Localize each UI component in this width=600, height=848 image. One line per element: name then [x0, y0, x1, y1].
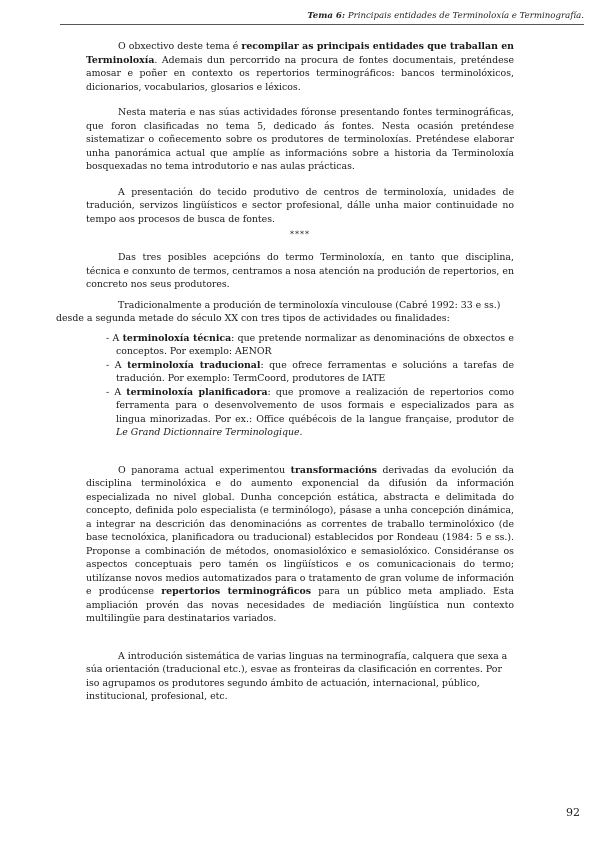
list-item-term: terminoloxía planificadora: [126, 386, 268, 398]
list-item-text: : que ofrece ferramentas e solucións a tarefas de tradución. Por exemplo: TermCoord, produtores de IATE: [116, 359, 515, 384]
p1-bold: recompilar as principais entidades que traballan en Terminoloxía: [86, 41, 514, 66]
list-item-term: terminoloxía traducional: [127, 359, 261, 371]
activity-list: [86, 332, 514, 440]
paragraph-traditional-line1: Tradicionalmente a produción de terminoloxía vinculouse (Cabré 1992: 33 e ss.): [118, 299, 501, 311]
header-topic-title: Principais entidades de Terminoloxía e Terminografía.: [347, 11, 584, 21]
list-item-prefix: - A: [106, 386, 127, 398]
list-item-end: .: [299, 427, 303, 438]
paragraph-objective: [86, 40, 514, 94]
p6-text-c: derivadas da evolución da disciplina terminolóxica e do aumento exponencial da difusión da información especializada no nivel global. Dunha concepción estática, abstracta e delimitada do concepto, definida polo especialista (e terminólogo), pásase a unha concepción dinámica, a integrar na descrición das denominacións as correntes de traballo terminolóxico (de base tecnolóxica, planificadora ou traducional) establecidos por Rondeau (1984: 5 e ss.). Proponse a combinación de métodos, onomasiolóxico e semasiolóxico. Considéranse os aspectos conceptuais pero tamén os lingüísticos e os comunicacionais do termo; utilízanse novos medios automatizados para o tratamento de gran volume de información e prodúcense: [86, 464, 515, 597]
header-topic-label: Tema 6:: [307, 11, 346, 21]
paragraph-multilingual: A introdución sistemática de varias linguas na terminografía, calquera que sexa a súa orientación (traducional etc.), esvae as fronteiras da clasificación en correntes. Por iso agrupamos os produtores segundo ámbito de actuación, internacional, público, institucional, profesional, etc.: [86, 650, 508, 702]
running-header: [307, 11, 584, 21]
p6-text-e: para un público meta ampliado. Esta ampliación provén das novas necesidades de mediación lingüística nun contexto multilingüe para destinatarios variados.: [86, 586, 514, 624]
p6-bold-transformations: transformacións: [290, 464, 377, 476]
list-item: [88, 332, 514, 359]
paragraph-acceptations: Das tres posibles acepcións do termo Terminoloxía, en tanto que disciplina, técnica e conxunto de termos, centramos a nosa atención na produción de repertorios, en concreto nos seus produtores.: [86, 252, 514, 290]
p1-text-a: O obxectivo deste tema é: [118, 41, 242, 52]
paragraph-productive-fabric: A presentación do tecido produtivo de centros de terminoloxía, unidades de tradución, servizos lingüísticos e sector profesional, dálle unha maior continuidade no tempo aos procesos de busca de fontes.: [86, 186, 514, 225]
list-item-text: : que pretende normalizar as denominacións de obxectos e conceptos. Por exemplo: AENOR: [116, 332, 514, 357]
page-number: 92: [566, 806, 580, 819]
list-item-text: : que promove a realización de repertorios como ferramenta para o desenvolvemento de usos formais e especializados para as lingua minorizadas. Por ex.: Office québécois de la langue française, produtor de: [116, 386, 514, 425]
list-item-prefix: - A: [106, 359, 128, 371]
paragraph-transformations: [86, 464, 514, 626]
p6-bold-repertorios: repertorios terminográficos: [161, 586, 312, 597]
list-item-prefix: - A: [106, 332, 123, 344]
list-item: [88, 386, 514, 440]
p1-text-c: . Ademais dun percorrido na procura de fontes documentais, preténdese amosar e poñer en contexto os repertorios terminográficos: bancos terminolóxicos, dicionarios, vocabularios, glosarios e léxicos.: [86, 54, 514, 93]
header-rule: [60, 24, 584, 25]
list-item-italic-title: Le Grand Dictionnaire Terminologique: [116, 427, 300, 438]
body-text: [56, 40, 515, 704]
section-separator: ****: [290, 230, 310, 239]
list-item: [88, 359, 514, 386]
p6-text-a: O panorama actual experimentou: [118, 464, 291, 476]
list-item-term: terminoloxía técnica: [122, 332, 232, 344]
paragraph-sources: Nesta materia e nas súas actividades fóronse presentando fontes terminográficas, que foron clasificadas no tema 5, dedicado ás fontes. Nesta ocasión preténdese sistematizar o coñecemento sobre os produtores de terminoloxías. Preténdese elaborar unha panorámica actual que amplíe as informacións sobre a historia da Terminoloxía bosquexadas no tema introdutorio e nas aulas prácticas.: [86, 107, 514, 172]
paragraph-traditional-line2: desde a segunda metade do século XX con tres tipos de actividades ou finalidades:: [56, 313, 450, 324]
